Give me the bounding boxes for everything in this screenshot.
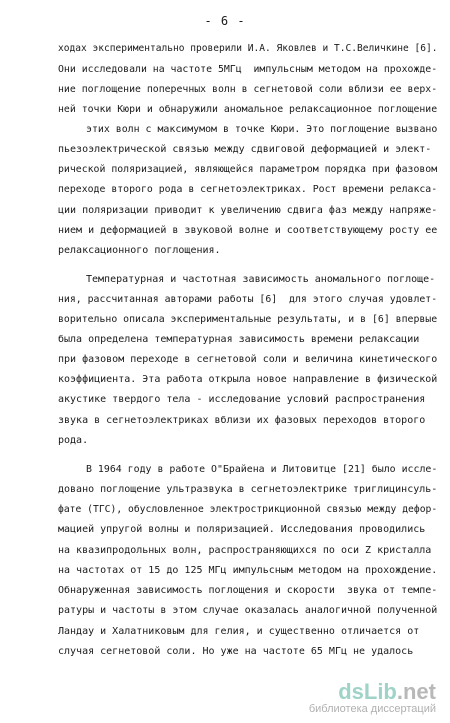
text-line: пьезоэлектрической связью между сдвиговой деформацией и элект-: [58, 144, 432, 155]
text-line: на частотах от 15 до 125 МГц импульсным методом на прохождение.: [58, 565, 438, 576]
text-line: при фазовом переходе в сегнетовой соли и величина кинетического: [58, 354, 438, 365]
page-number: - 6 -: [204, 14, 246, 28]
text-line: на квазипродольных волн, распространяющихся по оси Z кристалла: [58, 545, 432, 556]
text-line: ходах экспериментально проверили И.А. Яковлев и Т.С.Величкине [6].: [58, 43, 438, 54]
text-line: коэффициента. Эта работа открыла новое направление в физической: [58, 374, 438, 385]
text-line: ния, рассчитанная авторами работы [6] для этого случая удовлет-: [58, 294, 438, 305]
text-line: релаксационного поглощения.: [58, 245, 221, 256]
text-line: ней точки Кюри и обнаружили аномальное релаксационное поглощение: [58, 104, 438, 115]
watermark: [309, 681, 436, 715]
text-line: фате (ТГС), обусловленное электрострикционной связью между дефор-: [58, 504, 438, 515]
watermark-subtitle: библиотека диссертаций: [308, 703, 436, 715]
text-line: ворительно описала экспериментальные результаты, и в [6] впервые: [58, 314, 438, 325]
text-line: ции поляризации приводит к увеличению сдвига фаз между напряже-: [58, 205, 438, 216]
text-line: Температурная и частотная зависимость аномального поглоще-: [86, 274, 436, 285]
text-line: Ландау и Халатниковым для гелия, и существенно отличается от: [58, 626, 420, 637]
watermark-logo-ext: .net: [396, 679, 436, 704]
text-line: Обнаруженная зависимость поглощения и скорости звука от темпе-: [58, 585, 438, 596]
text-line: ратуры и частоты в этом случае оказалась аналогичной полученной: [58, 605, 438, 616]
text-line: была определена температурная зависимость времени релаксации: [58, 334, 420, 345]
watermark-logo-main: dsLib: [338, 679, 397, 704]
text-line: этих волн с максимумом в точке Кюри. Это поглощение вызвано: [86, 124, 438, 135]
text-line: нием и деформацией в звуковой волне и соответствующему росту ее: [58, 225, 438, 236]
text-line: рической поляризацией, являющейся параметром порядка при фазовом: [58, 164, 438, 175]
text-line: В 1964 году в работе О"Брайена и Литовитце [21] было иссле-: [86, 464, 438, 475]
text-line: акустике твердого тела - исследование условий распространения: [58, 394, 426, 405]
text-line: звука в сегнетоэлектриках вблизи их фазовых переходов второго: [58, 415, 426, 426]
watermark-logo: [309, 681, 436, 703]
text-line: довано поглощение ультразвука в сегнетоэлектрике триглицинсуль-: [58, 484, 438, 495]
text-line: переходе второго рода в сегнетоэлектриках. Рост времени релакса-: [58, 184, 438, 195]
text-line: мацией упругой волны и поляризацией. Исследования проводились: [58, 524, 426, 535]
text-line: рода.: [58, 435, 89, 446]
text-line: Они исследовали на частоте 5МГц импульсным методом на прохожде-: [58, 64, 438, 75]
text-line: случая сегнетовой соли. Но уже на частоте 65 МГц не удалось: [58, 646, 414, 657]
text-line: ние поглощение поперечных волн в сегнетовой соли вблизи ее верх-: [58, 84, 438, 95]
